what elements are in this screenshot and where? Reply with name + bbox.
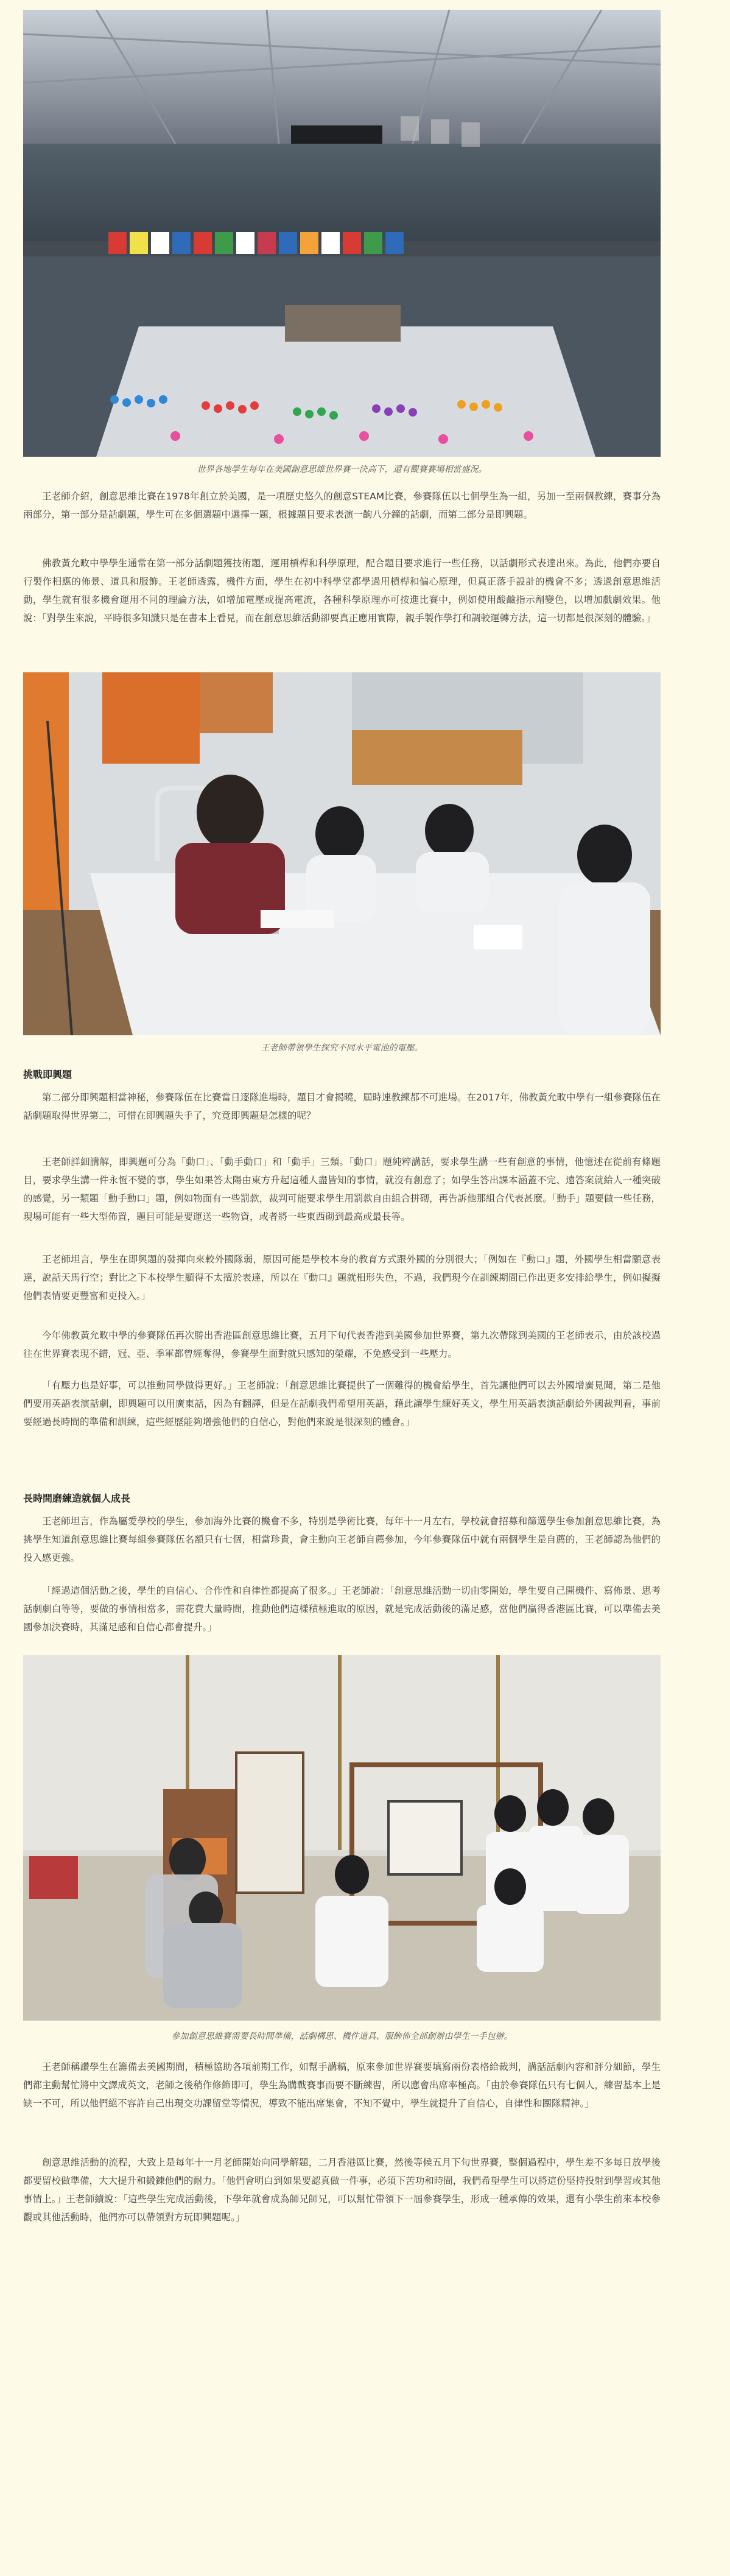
team-photo <box>23 1655 661 2021</box>
paragraph: 王老師坦言，作為屬愛學校的學生，參加海外比賽的機會不多，特別是學術比賽，每年十一月左右，學校就會招募和篩選學生參加創意思維比賽，為挑學生知道創意思維比賽每組參賽隊伍名額只有七個，相當珍貴，會主動向王老師自薦參加，今年參賽隊伍中就有兩個學生是自薦的，王老師認為他們的投入感更強。 <box>23 1516 661 1563</box>
paragraph: 「經過這個活動之後，學生的自信心、合作性和自律性都提高了很多。」王老師說：「創意思維活動一切由零開始，學生要自己開機件、寫佈景、思考話劇劇白等等，要做的事情相當多，需花費大量時間，推動他們這樣積極進取的原因，就是完成活動後的滿足感，當他們贏得香港區比賽，可以準備去美國參加決賽時，其滿足感和自信心都會提升。」 <box>23 1585 661 1633</box>
paragraph: 「有壓力也是好事，可以推動同學做得更好。」王老師說：「創意思維比賽提供了一個難得的機會給學生，首先讓他們可以去外國增廣見聞，第二是他們要用英語表演話劇，即興題可以用廣東話，因為有翻譯，但是在話劇我們希望用英語，藉此讓學生練好英文，學生用英語表演話劇給外國裁判看，事前要經過長時間的準備和訓練，這些經歷能夠增強他們的自信心，對他們來說是很深刻的體會。」 <box>23 1380 661 1427</box>
paragraph: 王老師詳細講解，即興題可分為「動口」、「動手動口」和「動手」三類。「動口」題純粹講話，要求學生講一些有創意的事情，他憶述在從前有條題目，要求學生講一件永恆不變的事，學生如果答太陽由東方升起這種人盡皆知的事情，就沒有創意了；如學生答出課本涵蓋不完、遠答案就給人一種突破的感覺，另一類題「動手動口」題，例如物面有一些罰款，裁判可能要求學生用罰款自由組合拼砌，再告訴他那組合代表甚麼。「動手」題要做一些任務，現場可能有一些大型佈置，題目可能是要運送一些物資，或者將一些東西砌到最高或最長等。 <box>23 1156 661 1222</box>
photo-caption: 世界各地學生每年在美國創意思維世界賽一決高下，還有觀賽賽場相當盛況。 <box>197 465 487 474</box>
section-heading: 長時間磨練造就個人成長 <box>23 1493 131 1504</box>
paragraph: 王老師稱讚學生在籌備去美國期間，積極協助各項前期工作，如幫手講稿，原來參加世界賽要填寫兩份表格給裁判，講話話劇內容和評分細節，學生們都主動幫忙將中文譯成英文，老師之後稍作修飾即可，學生為購戰賽事而要不斷練習，所以應會出席率極高。「由於參賽隊伍只有七個人，練習基本上是缺一不可，所以他們絕不容許自己出現交功課留堂等情況，導致不能出席集會，不知不覺中，學生就提升了自信心，自律性和團隊精神。」 <box>23 2061 661 2109</box>
paragraph: 今年佛教黃允畋中學的參賽隊伍再次勝出香港區創意思維比賽，五月下旬代表香港到美國參加世界賽，第九次帶隊到美國的王老師表示，由於該校過往在世界賽表現不錯，冠、亞、季軍都曾經奪得，參賽學生面對就只感知的榮耀，不免感受到一些壓力。 <box>23 1330 661 1359</box>
photo-caption: 參加創意思維賽需要長時間準備，話劇構思、機件道具、服飾佈全部創辦由學生一手包辦。 <box>171 2032 513 2041</box>
paragraph: 王老師坦言，學生在即興題的發揮向來較外國隊弱，原因可能是學校本身的教育方式跟外國的分別很大；「例如在『動口』題，外國學生相當願意表達，說話天馬行空；對比之下本校學生顯得不太擅於表達，所以在『動口』題就相形失色，不過，我們現今在訓練期間已作出更多安排給學生，例如擬擬他們表情要更豐富和更投入。」 <box>23 1254 661 1301</box>
photo-caption: 王老師帶領學生探究不同水平電池的電壓。 <box>261 1043 423 1053</box>
classroom-illustration <box>23 672 661 1035</box>
classroom-photo <box>23 672 661 1035</box>
paragraph: 佛教黃允畋中學學生通常在第一部分話劇題獲技術題，運用槓桿和科學原理，配合題目要求進行一些任務，以話劇形式表達出來。為此，他們亦要自行製作相應的佈景、道具和服飾。王老師透露，機件方面，學生在初中科學堂都學過用槓桿和偏心原理，但真正落手設計的機會不多；透過創意思維活動，學生就有很多機會運用不同的理論方法，如增加電壓或提高電流，各種科學原理亦可按進比賽中，例如使用酸鹼指示劑變色，以增加戲劇效果。他說：「對學生來說，平時很多知識只是在書本上看見，而在創意思維活動卻要真正應用實際，親手製作學打和調較運轉方法，這一切都是很深刻的體驗。」 <box>23 558 661 624</box>
paragraph: 王老師介紹，創意思維比賽在1978年創立於美國，是一項歷史悠久的創意STEAM比賽，參賽隊伍以七個學生為一組，另加一至兩個教練，賽事分為兩部分，第一部分是話劇題，學生可在多個選題中選擇一題，根據題目要求表演一齣八分鐘的話劇，而第二部分是即興題。 <box>23 491 661 520</box>
paragraph: 創意思維活動的流程，大致上是每年十一月老師開始向同學解題，二月香港區比賽，然後等候五月下旬世界賽，整個過程中，學生差不多每日放學後都要留校做準備，大大提升和鍛鍊他們的耐力。「他們會明白到如果要認真做一件事，必須下苦功和時間，我們希望學生可以將這份堅持投射到學習或其他事情上。」王老師續說：「這些學生完成活動後，下學年就會成為師兄師兄，可以幫忙帶領下一屆參賽學生，形成一種承傳的效果，還有小學生前來本校參觀或其他活動時，他們亦可以帶領對方玩即興題呢。」 <box>23 2157 661 2223</box>
stadium-photo <box>23 10 661 457</box>
section-heading: 挑戰即興題 <box>23 1069 72 1080</box>
stadium-illustration <box>23 10 661 457</box>
paragraph: 第二部分即興題相當神秘，參賽隊伍在比賽當日逐隊進場時，題目才會揭曉，屆時連教練都不可進場。在2017年，佛教黃允畋中學有一組參賽隊伍在話劇題取得世界第二，可惜在即興題失手了，究竟即興題是怎樣的呢？ <box>23 1092 661 1121</box>
team-illustration <box>23 1655 661 2021</box>
